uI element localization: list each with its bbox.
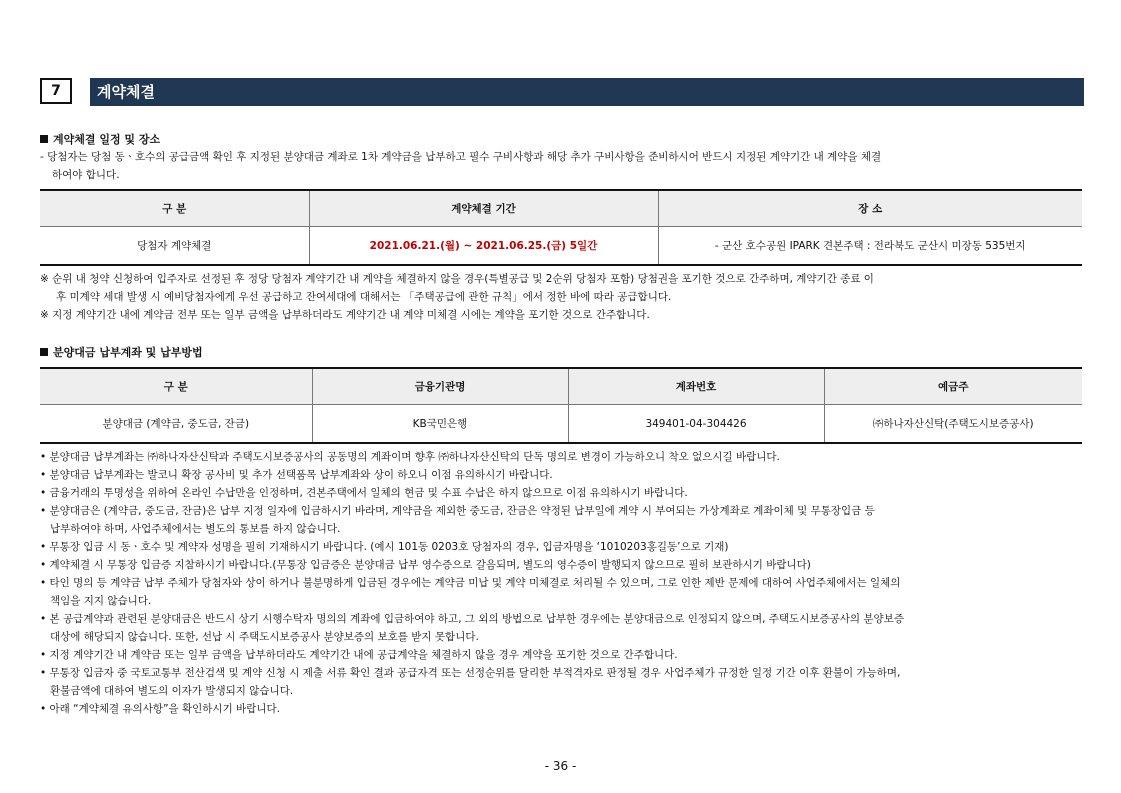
list-item: • 금융거래의 투명성을 위하여 온라인 수납만을 인정하며, 견본주택에서 일체의 현금 및 수표 수납은 하지 않으므로 이점 유의하시기 바랍니다. bbox=[40, 487, 688, 499]
list-item: 납부하여야 하며, 사업주체에서는 별도의 통보를 하지 않습니다. bbox=[50, 523, 341, 535]
table-row bbox=[40, 405, 1082, 444]
column-header: 금융기관명 bbox=[312, 368, 568, 405]
column-header: 계좌번호 bbox=[568, 368, 824, 405]
contract-intro bbox=[40, 148, 1084, 184]
column-header: 예금주 bbox=[824, 368, 1082, 405]
contract-heading-text: 계약체결 일정 및 장소 bbox=[53, 133, 161, 146]
list-item: • 아래 “계약체결 유의사항”을 확인하시기 바랍니다. bbox=[40, 703, 280, 715]
contract-period-cell: 2021.06.21.(월) ~ 2021.06.25.(금) 5일간 bbox=[309, 227, 658, 266]
location-cell: - 군산 호수공원 IPARK 견본주택 : 전라북도 군산시 미장동 535번지 bbox=[714, 240, 1026, 252]
contract-heading bbox=[40, 131, 160, 147]
note-line: ※ 순위 내 청약 신청하여 입주자로 선정된 후 정당 당첨자 계약기간 내 계약을 체결하지 않을 경우(특별공급 및 2순위 당첨자 포함) 당첨권을 포기한 것으로 간주하며, 계약기간 종료 이 bbox=[40, 273, 874, 285]
bank-name-cell: KB국민은행 bbox=[312, 405, 568, 444]
table-cell: 분양대금 (계약금, 중도금, 잔금) bbox=[40, 405, 312, 444]
list-item: • 무통장 입금자 중 국토교통부 전산검색 및 계약 신청 시 제출 서류 확인 결과 공급자격 또는 선정순위를 달리한 부적격자로 판정될 경우 사업주체가 규정한 일정 기간 이후 환불이 가능하며, bbox=[40, 667, 901, 679]
list-item: • 지정 계약기간 내 계약금 또는 일부 금액을 납부하더라도 계약기간 내에 공급계약을 체결하지 않을 경우 계약을 포기한 것으로 간주합니다. bbox=[40, 649, 678, 661]
note-line: 후 미계약 세대 발생 시 예비당첨자에게 우선 공급하고 잔여세대에 대해서는 「주택공급에 관한 규칙」에서 정한 바에 따라 공급합니다. bbox=[56, 291, 672, 303]
table-header-row bbox=[40, 368, 1082, 405]
list-item: 대상에 해당되지 않습니다. 또한, 선납 시 주택도시보증공사 분양보증의 보호를 받지 못합니다. bbox=[50, 631, 479, 643]
list-item: 책임을 지지 않습니다. bbox=[50, 595, 152, 607]
list-item: • 분양대금 납부계좌는 ㈜하나자산신탁과 주택도시보증공사의 공동명의 계좌이며 향후 ㈜하나자산신탁의 단독 명의로 변경이 가능하오니 착오 없으시길 바랍니다. bbox=[40, 451, 780, 463]
square-bullet-icon bbox=[40, 348, 48, 356]
list-item: • 본 공급계약과 관련된 분양대금은 반드시 상기 시행수탁자 명의의 계좌에 입금하여야 하고, 그 외의 방법으로 납부한 경우에는 분양대금으로 인정되지 않으며, 주택도시보증공사의 분양보증 bbox=[40, 613, 904, 625]
column-header: 구 분 bbox=[40, 368, 312, 405]
list-item: • 분양대금 납부계좌는 발코니 확장 공사비 및 추가 선택품목 납부계좌와 상이 하오니 이점 유의하시기 바랍니다. bbox=[40, 469, 553, 481]
list-item: • 타인 명의 등 계약금 납부 주체가 당첨자와 상이 하거나 불분명하게 입금된 경우에는 계약금 미납 및 계약 미체결로 처리될 수 있으며, 그로 인한 제반 문제에 대하여 사업주체에서는 일체의 bbox=[40, 577, 901, 589]
intro-line: - 당첨자는 당첨 동ㆍ호수의 공급금액 확인 후 지정된 분양대금 계좌로 1차 계약금을 납부하고 필수 구비사항과 해당 추가 구비사항을 준비하시어 반드시 지정된 계약기간 내 계약을 체결 bbox=[40, 151, 882, 163]
list-item: • 계약체결 시 무통장 입금증 지참하시기 바랍니다.(무통장 입금증은 분양대금 납부 영수증으로 갈음되며, 별도의 영수증이 발행되지 않으므로 필히 보관하시기 바랍니다) bbox=[40, 559, 811, 571]
table-header-row bbox=[40, 190, 1082, 227]
list-item: 환불금액에 대하여 별도의 이자가 발생되지 않습니다. bbox=[50, 685, 294, 697]
table-cell: 당첨자 계약체결 bbox=[40, 227, 309, 266]
table-row bbox=[40, 227, 1082, 266]
payment-account-table bbox=[40, 367, 1082, 444]
page-number: - 36 - bbox=[544, 759, 577, 773]
list-item: • 무통장 입금 시 동ㆍ호수 및 계약자 성명을 필히 기재하시기 바랍니다. (예시 101동 0203호 당첨자의 경우, 입금자명을 ‘1010203홍길동’으로 기재) bbox=[40, 541, 729, 553]
contract-schedule-table bbox=[40, 189, 1082, 266]
section-header bbox=[40, 78, 1084, 106]
square-bullet-icon bbox=[40, 135, 48, 143]
list-item: • 분양대금은 (계약금, 중도금, 잔금)은 납부 지정 일자에 입금하시기 바라며, 계약금을 제외한 중도금, 잔금은 약정된 납부일에 계약 시 부여되는 가상계좌로 계좌이체 및 무통장입금 등 bbox=[40, 505, 875, 517]
column-header: 장 소 bbox=[658, 190, 1082, 227]
account-number-cell: 349401-04-304426 bbox=[568, 405, 824, 444]
column-header: 구 분 bbox=[40, 190, 309, 227]
payment-heading bbox=[40, 344, 203, 360]
payment-bullet-list bbox=[40, 448, 1084, 718]
account-holder-cell: ㈜하나자산신탁(주택도시보증공사) bbox=[872, 418, 1034, 430]
column-header: 계약체결 기간 bbox=[309, 190, 658, 227]
section-title: 계약체결 bbox=[90, 78, 1084, 106]
payment-heading-text: 분양대금 납부계좌 및 납부방법 bbox=[53, 346, 203, 359]
contract-notes bbox=[40, 270, 1084, 324]
intro-line: 하여야 합니다. bbox=[52, 169, 120, 181]
note-line: ※ 지정 계약기간 내에 계약금 전부 또는 일부 금액을 납부하더라도 계약기간 내 계약 미체결 시에는 계약을 포기한 것으로 간주합니다. bbox=[40, 309, 650, 321]
section-number: 7 bbox=[40, 78, 72, 104]
